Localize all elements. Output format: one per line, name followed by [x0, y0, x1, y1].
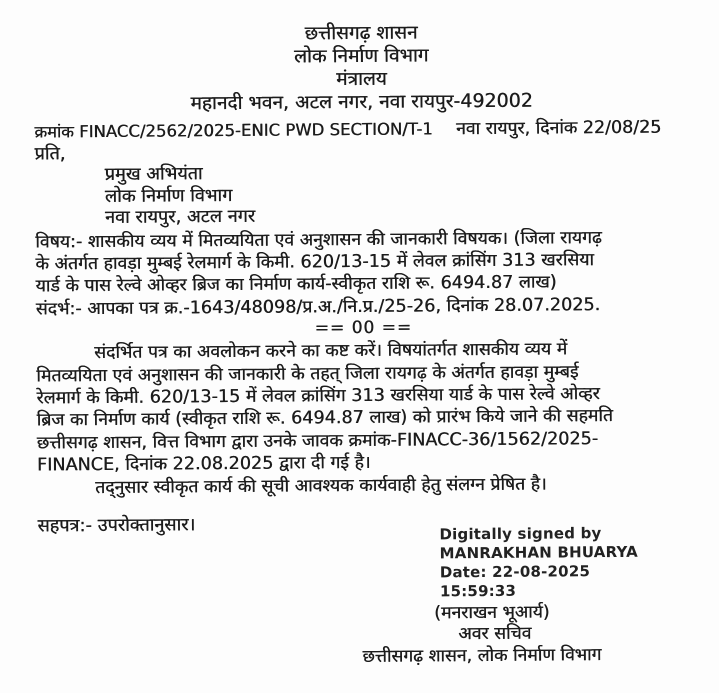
- body-line: FINANCE, दिनांक 22.08.2025 द्वारा दी गई है।: [36, 453, 371, 476]
- letterhead-department: लोक निर्माण विभाग: [293, 44, 429, 68]
- signer-name: (मनराखन भूआर्य): [434, 602, 550, 624]
- letterhead-address: महानदी भवन, अटल नगर, नवा रायपुर-492002: [190, 89, 533, 115]
- subject-line: यार्ड के पास रेल्वे ओव्हर ब्रिज का निर्माण कार्य-स्वीकृत राशि रू. 6494.87 लाख): [35, 272, 557, 297]
- closing-line: तद्नुसार स्वीकृत कार्य की सूची आवश्यक कार्यवाही हेतु संलग्न प्रेषित है।: [95, 474, 547, 498]
- letterhead: [33, 19, 689, 116]
- enclosure-line: सहपत्र:- उपरोक्तानुसार।: [37, 514, 196, 537]
- digital-signature-date: Date: 22-08-2025: [439, 562, 591, 582]
- signer-department: छत्तीसगढ़ शासन, लोक निर्माण विभाग: [362, 645, 602, 667]
- body-line: छत्तीसगढ़ शासन, वित्त विभाग द्वारा उनके जावक क्रमांक-FINACC-36/1562/2025-: [36, 428, 599, 454]
- addressee-city: नवा रायपुर, अटल नगर: [104, 205, 256, 228]
- digital-signature-line: Digitally signed by: [439, 524, 602, 544]
- body-paragraph: [36, 338, 692, 500]
- letter-number: क्रमांक FINACC/2562/2025-ENIC PWD SECTION/T-1: [34, 119, 433, 142]
- subject-line: विषय:- शासकीय व्यय में मितव्ययिता एवं अनुशासन की जानकारी विषयक। (जिला रायगढ़: [35, 227, 602, 253]
- subject-line: के अंतर्गत हावड़ा मुम्बई रेलमार्ग के किमी. 620/13-15 में लेवल क्रांसिंग 313 खरसिया: [35, 250, 594, 275]
- separator-mark: == 00 ==: [314, 317, 413, 339]
- addressee-block: [34, 138, 690, 229]
- body-line: रेलमार्ग के किमी. 620/13-15 में लेवल क्रांसिंग 313 खरसिया यार्ड के पास रेल्वे ओव्हर: [36, 384, 600, 409]
- addressee-department: लोक निर्माण विभाग: [104, 184, 233, 207]
- body-line: संदर्भित पत्र का अवलोकन करने का कष्ट करें। विषयांतर्गत शासकीय व्यय में: [93, 339, 568, 364]
- addressee-title: प्रमुख अभियंता: [104, 163, 203, 185]
- reference-letter-line: संदर्भ:- आपका पत्र क्र.-1643/48098/प्र.अ./नि.प्र./25-26, दिनांक 28.07.2025.: [35, 294, 601, 320]
- body-line: ब्रिज का निर्माण कार्य (स्वीकृत राशि रू. 6494.87 लाख) को प्रारंभ किये जाने की सहमति: [36, 406, 613, 431]
- letterhead-ministry: मंत्रालय: [335, 67, 387, 91]
- digital-signature-name: MANRAKHAN BHUARYA: [439, 542, 638, 563]
- place-and-date: नवा रायपुर, दिनांक 22/08/25: [455, 117, 662, 140]
- signature-block: [359, 523, 700, 668]
- letterhead-government: छत्तीसगढ़ शासन: [304, 21, 418, 45]
- salutation: प्रति,: [34, 143, 66, 165]
- subject-block: [35, 226, 691, 298]
- digital-signature-time: 15:59:33: [439, 581, 517, 601]
- body-line: मितव्ययिता एवं अनुशासन की जानकारी के तहत् जिला रायगढ़ के अंतर्गत हावड़ा मुम्बई: [36, 361, 579, 387]
- signer-designation: अवर सचिव: [458, 623, 532, 645]
